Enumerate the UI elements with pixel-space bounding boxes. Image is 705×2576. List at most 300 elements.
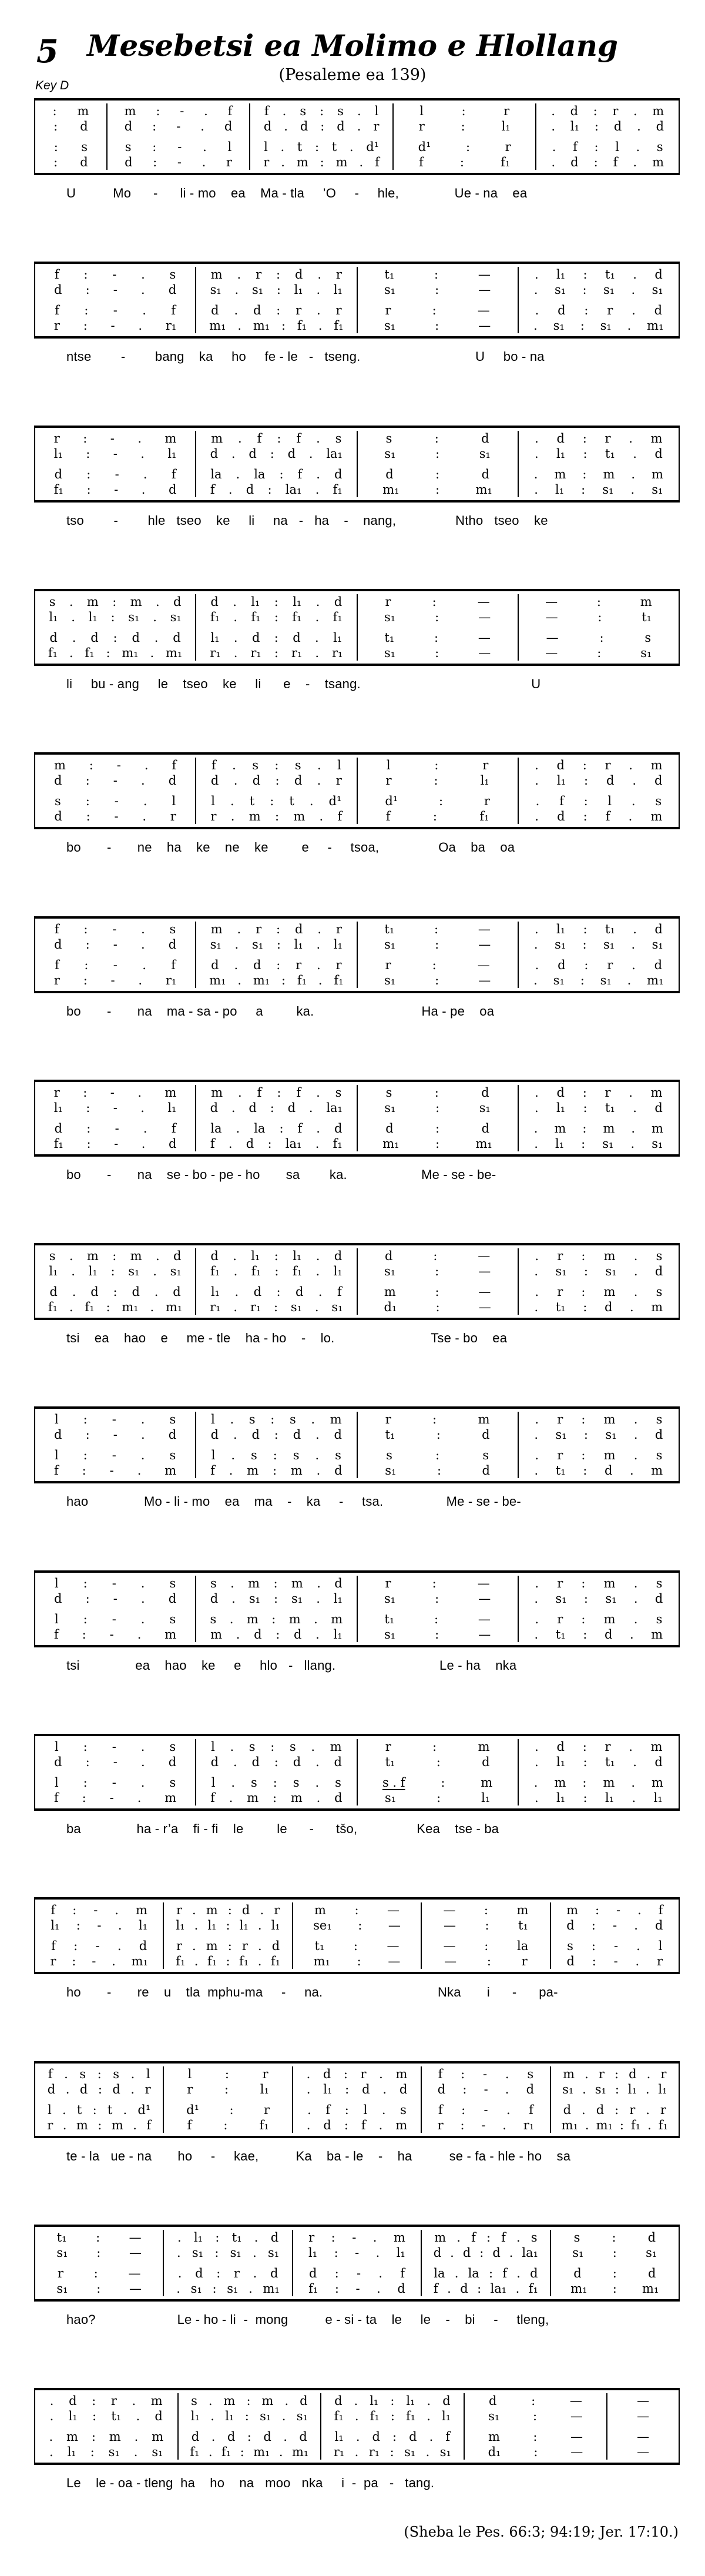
note-token: d xyxy=(80,119,88,133)
note-token: l₁ xyxy=(555,483,565,497)
note-token: : xyxy=(581,1576,586,1590)
note-row-tenor xyxy=(422,1938,549,1954)
note-token: d xyxy=(132,1285,140,1299)
note-token: l₁ xyxy=(556,1791,566,1805)
note-token: f₁ xyxy=(297,319,307,333)
note-token: d xyxy=(409,2430,417,2444)
note-token: d xyxy=(253,958,261,972)
note-token: : xyxy=(279,467,284,481)
measure-4 xyxy=(464,2393,607,2460)
note-token: . xyxy=(231,1776,236,1790)
note-token: d xyxy=(54,937,62,952)
note-token: : xyxy=(434,1612,439,1626)
note-token: s xyxy=(169,922,176,936)
note-token: . xyxy=(230,809,235,823)
measure-1 xyxy=(35,2230,163,2296)
note-token: : xyxy=(354,1903,359,1917)
note-row-tenor xyxy=(607,2429,679,2444)
note-token: s₁ xyxy=(554,283,566,297)
note-token: . xyxy=(535,1249,539,1263)
note-row-bass xyxy=(551,1954,679,1969)
note-token: - xyxy=(180,104,184,118)
note-token: f₁ xyxy=(406,2409,416,2423)
note-token: d xyxy=(654,773,663,788)
note-token: . xyxy=(535,1412,539,1426)
note-token: f₁ xyxy=(370,2409,380,2423)
note-token: . xyxy=(258,1939,262,1953)
note-token: d xyxy=(433,2246,442,2260)
note-row-bass xyxy=(293,1954,421,1969)
note-token: t₁ xyxy=(605,1755,615,1769)
note-token: t₁ xyxy=(231,2230,242,2245)
note-token: d xyxy=(654,447,663,461)
note-token: m xyxy=(481,1776,493,1790)
note-token: s xyxy=(169,1448,176,1462)
note-token: la xyxy=(468,2266,479,2280)
note-row-tenor xyxy=(35,2266,163,2281)
note-token: d xyxy=(604,1463,613,1478)
note-token: . xyxy=(631,467,636,481)
note-token: . xyxy=(582,2103,586,2117)
note-token: : xyxy=(227,1903,232,1917)
note-token: t₁ xyxy=(385,1428,395,1442)
note-token: r xyxy=(233,2266,240,2280)
note-token: m xyxy=(290,1463,303,1478)
note-token: . xyxy=(505,2067,509,2081)
note-token: . xyxy=(141,922,145,936)
note-token: f xyxy=(385,809,391,823)
note-token: . xyxy=(137,431,142,445)
note-row-alto xyxy=(196,1100,356,1116)
note-token: : xyxy=(270,1101,274,1115)
note-row-alto xyxy=(196,1591,356,1606)
note-row-soprano xyxy=(358,267,518,282)
note-token: f xyxy=(51,1939,56,1953)
note-token: r₁ xyxy=(523,2118,535,2132)
note-token: m xyxy=(650,758,663,772)
notation-grid xyxy=(34,1734,680,1811)
note-token: m₁ xyxy=(253,973,270,987)
note-token: : xyxy=(92,2394,96,2408)
note-token: — xyxy=(388,1918,401,1932)
note-token: d xyxy=(648,2266,656,2280)
note-token: . xyxy=(535,303,539,317)
note-row-alto xyxy=(35,773,195,788)
note-token: - xyxy=(113,1101,118,1115)
note-token: : xyxy=(83,1576,88,1590)
note-token: . xyxy=(192,1903,196,1917)
note-token: l xyxy=(54,1448,59,1462)
note-token: r xyxy=(605,1086,611,1100)
note-token: d xyxy=(654,1755,663,1769)
note-token: f xyxy=(172,758,177,772)
note-token: : xyxy=(435,447,440,461)
note-token: r xyxy=(335,958,342,972)
note-token: — xyxy=(478,610,491,624)
note-token: . xyxy=(535,794,540,808)
note-row-bass xyxy=(35,155,106,170)
note-token: : xyxy=(223,2118,228,2132)
measure-3 xyxy=(357,1412,518,1478)
note-token: . xyxy=(317,758,321,772)
note-token: d xyxy=(54,809,62,823)
note-token: l₁ xyxy=(190,2409,200,2423)
note-token: — xyxy=(570,2445,583,2459)
note-token: : xyxy=(435,1264,439,1278)
note-token: l xyxy=(54,1612,59,1626)
note-token: : xyxy=(390,2445,394,2459)
note-token: f xyxy=(337,809,343,823)
note-row-bass xyxy=(35,2281,163,2296)
note-row-bass xyxy=(196,318,356,333)
note-token: l xyxy=(54,1740,59,1754)
note-token: l₁ xyxy=(480,773,489,788)
note-token: . xyxy=(630,1463,634,1478)
note-token: f xyxy=(146,2118,152,2132)
note-token: s xyxy=(656,1249,663,1263)
note-token: : xyxy=(216,2266,221,2280)
note-token: d xyxy=(54,1755,62,1769)
note-token: f xyxy=(613,155,618,169)
note-token: — xyxy=(443,1903,456,1917)
note-token: d xyxy=(606,773,615,788)
note-row-bass xyxy=(35,318,195,333)
note-token: : xyxy=(435,1285,439,1299)
note-row-bass xyxy=(35,1627,195,1642)
note-token: f xyxy=(171,467,176,481)
note-token: . xyxy=(237,319,241,333)
note-token: m₁ xyxy=(475,1137,492,1151)
note-token: . xyxy=(208,2394,213,2408)
notation-grid xyxy=(34,1080,680,1157)
note-row-bass xyxy=(358,482,518,497)
note-token: m xyxy=(652,1121,663,1135)
note-token: d xyxy=(655,1918,663,1932)
note-token: s₁ xyxy=(251,937,264,952)
note-token: m xyxy=(124,104,136,118)
note-token: s₁ xyxy=(260,2409,271,2423)
note-row-tenor xyxy=(196,1448,356,1463)
note-row-alto xyxy=(422,2245,549,2260)
note-token: l xyxy=(211,1412,215,1426)
note-token: . xyxy=(231,447,236,461)
note-token: . xyxy=(535,1285,539,1299)
note-row-soprano xyxy=(35,1576,195,1591)
note-token: la₁ xyxy=(522,2246,539,2260)
note-token: r xyxy=(605,1740,611,1754)
note-token: . xyxy=(314,1612,318,1626)
note-row-soprano xyxy=(196,267,356,282)
measure-3 xyxy=(357,1248,518,1315)
note-token: - xyxy=(110,319,115,333)
note-token: . xyxy=(140,1592,145,1606)
note-token: . xyxy=(630,1627,634,1642)
note-token: : xyxy=(485,1918,489,1932)
note-token: d xyxy=(558,303,566,317)
system-14 xyxy=(34,2225,680,2327)
note-token: f xyxy=(227,104,233,118)
note-token: . xyxy=(646,2067,651,2081)
note-row-tenor xyxy=(196,630,356,645)
note-token: f xyxy=(471,2230,476,2245)
note-row-soprano xyxy=(358,1739,518,1754)
note-token: m xyxy=(206,1939,218,1953)
note-token: f xyxy=(325,2103,331,2117)
note-token: s₁ xyxy=(595,2082,606,2096)
note-token: m₁ xyxy=(253,2445,270,2459)
note-row-tenor xyxy=(519,793,679,809)
note-row-tenor xyxy=(358,1284,518,1299)
note-token: : xyxy=(215,2230,220,2245)
note-token: f₁ xyxy=(501,155,511,169)
measure-2 xyxy=(163,2230,291,2296)
note-token: d xyxy=(251,631,260,645)
note-token: r xyxy=(657,1954,663,1968)
note-token: r₁ xyxy=(332,646,343,660)
measure-4 xyxy=(421,2230,549,2296)
note-token: . xyxy=(233,646,238,660)
note-token: : xyxy=(273,1448,277,1462)
note-token: f xyxy=(559,794,564,808)
note-token: . xyxy=(646,2103,650,2117)
note-token: : xyxy=(229,2103,234,2117)
note-token: : xyxy=(461,119,465,133)
note-token: f₁ xyxy=(85,1300,95,1314)
note-token: d xyxy=(654,1428,663,1442)
note-token: . xyxy=(509,2246,513,2260)
note-row-alto xyxy=(35,1918,163,1933)
note-token: m₁ xyxy=(647,973,664,987)
note-token: d xyxy=(210,595,219,609)
note-token: — xyxy=(129,2230,142,2245)
note-token: . xyxy=(137,1627,142,1642)
note-token: : xyxy=(276,922,281,936)
note-token: . xyxy=(534,267,539,282)
lyrics-line: hao? Le - ho - li - mong e - si - ta le le - bi - tleng, xyxy=(66,2312,549,2327)
note-row-tenor xyxy=(358,303,518,318)
note-token: . xyxy=(535,958,539,972)
note-token: : xyxy=(486,2230,491,2245)
note-token: f₁ xyxy=(251,1264,261,1278)
note-token: f xyxy=(296,1086,301,1100)
note-token: m xyxy=(76,2118,88,2132)
note-token: : xyxy=(281,319,286,333)
note-token: . xyxy=(378,2266,383,2280)
note-token: : xyxy=(83,1612,88,1626)
note-token: . xyxy=(633,1612,638,1626)
note-token: f₁ xyxy=(190,2445,200,2459)
measure-1 xyxy=(35,1576,195,1642)
note-token: s₁ xyxy=(249,1592,261,1606)
note-row-bass xyxy=(35,1954,163,1969)
note-token: . xyxy=(154,631,159,645)
note-token: . xyxy=(71,1264,75,1278)
note-token: l₁ xyxy=(396,2246,405,2260)
note-token: m xyxy=(650,809,663,823)
note-token: : xyxy=(83,973,88,987)
note-token: l₁ xyxy=(555,1137,565,1151)
note-token: . xyxy=(229,1791,233,1805)
note-token: : xyxy=(583,1428,588,1442)
note-row-soprano xyxy=(422,2066,549,2082)
note-row-tenor xyxy=(35,139,106,155)
note-token: . xyxy=(319,809,324,823)
note-token: s xyxy=(251,1776,257,1790)
note-token: f xyxy=(53,1791,59,1805)
note-row-alto xyxy=(196,282,356,297)
note-token: — xyxy=(128,2266,141,2280)
note-token: m xyxy=(478,1740,490,1754)
note-token: s xyxy=(252,758,258,772)
measure-4 xyxy=(518,1248,679,1315)
note-token: . xyxy=(450,2246,454,2260)
note-token: — xyxy=(478,631,491,645)
note-token: - xyxy=(352,2230,357,2245)
note-token: t₁ xyxy=(605,447,615,461)
note-token: . xyxy=(378,2118,383,2132)
note-row-tenor xyxy=(358,1775,518,1790)
note-row-soprano xyxy=(358,1085,518,1100)
note-token: t xyxy=(107,2103,113,2117)
note-token: f xyxy=(171,958,176,972)
note-token: s xyxy=(249,1740,256,1754)
note-token: . xyxy=(231,1592,236,1606)
note-token: : xyxy=(435,1592,439,1606)
note-token: d xyxy=(49,1285,58,1299)
note-token: . xyxy=(533,1121,538,1135)
note-token: . xyxy=(534,922,539,936)
note-token: . xyxy=(69,1300,73,1314)
note-token: . xyxy=(317,267,322,282)
note-token: . xyxy=(315,1448,320,1462)
note-token: . xyxy=(134,2430,139,2444)
note-row-bass xyxy=(519,809,679,824)
note-token: . xyxy=(635,1954,640,1968)
note-token: : xyxy=(435,1300,440,1314)
note-row-tenor xyxy=(250,139,392,155)
note-token: . xyxy=(447,2282,451,2296)
note-token: : xyxy=(110,1264,115,1278)
note-row-alto xyxy=(422,2082,549,2097)
note-token: : xyxy=(615,2103,619,2117)
note-token: : xyxy=(83,431,88,445)
note-token: f₁ xyxy=(334,973,344,987)
note-token: r xyxy=(557,1576,563,1590)
note-token: s xyxy=(289,1412,296,1426)
note-token: - xyxy=(484,2103,488,2117)
note-token: s₁ xyxy=(600,973,612,987)
note-row-soprano xyxy=(422,1902,549,1918)
note-token: : xyxy=(432,809,437,823)
note-token: s xyxy=(169,1576,176,1590)
measure-3 xyxy=(357,267,518,333)
note-token: m₁ xyxy=(570,2282,588,2296)
note-token: . xyxy=(629,1740,633,1754)
note-token: . xyxy=(230,1412,234,1426)
note-token: se₁ xyxy=(313,1918,332,1932)
note-token: l₁ xyxy=(627,2082,637,2096)
measure-2 xyxy=(106,103,250,170)
note-row-soprano xyxy=(551,1902,679,1918)
note-token: : xyxy=(82,1463,86,1478)
note-token: - xyxy=(112,1776,116,1790)
note-token: . xyxy=(140,773,145,788)
note-token: d xyxy=(530,2266,538,2280)
note-token: d xyxy=(482,1428,490,1442)
note-token: l₁ xyxy=(556,773,566,788)
note-token: : xyxy=(583,1264,588,1278)
note-token: d xyxy=(294,267,303,282)
note-token: : xyxy=(580,319,585,333)
note-token: s₁ xyxy=(384,1592,396,1606)
note-token: m xyxy=(603,1612,616,1626)
note-row-tenor xyxy=(35,303,195,318)
note-token: s₁ xyxy=(605,1264,617,1278)
note-row-soprano xyxy=(358,758,518,773)
note-token: m xyxy=(603,467,615,481)
note-token: d xyxy=(294,773,303,788)
note-token: d xyxy=(168,1428,177,1442)
note-token: : xyxy=(98,2118,102,2132)
note-token: m xyxy=(650,1086,663,1100)
note-token: r xyxy=(629,2103,636,2117)
note-token: l xyxy=(419,104,424,118)
note-token: t xyxy=(297,140,303,154)
system-8 xyxy=(34,1243,680,1346)
note-token: f xyxy=(210,483,215,497)
note-token: . xyxy=(65,2082,70,2096)
note-token: : xyxy=(531,2394,536,2408)
note-token: — xyxy=(478,1592,491,1606)
note-token: d xyxy=(54,1121,63,1135)
note-token: f xyxy=(296,431,301,445)
note-token: d xyxy=(460,2282,468,2296)
note-token: l₁ xyxy=(239,1918,249,1932)
note-token: : xyxy=(89,758,93,772)
note-token: . xyxy=(425,2445,430,2459)
note-token: . xyxy=(311,1412,315,1426)
note-token: — xyxy=(478,319,491,333)
note-token: d xyxy=(334,1791,343,1805)
note-token: f xyxy=(337,1285,342,1299)
note-token: . xyxy=(533,319,538,333)
note-row-alto xyxy=(196,609,356,625)
note-token: s xyxy=(169,1412,176,1426)
note-token: . xyxy=(316,1463,321,1478)
note-token: d xyxy=(168,937,177,952)
note-token: . xyxy=(284,119,288,133)
note-token: d xyxy=(654,922,663,936)
note-token: . xyxy=(456,2230,461,2245)
note-token: : xyxy=(477,2282,482,2296)
note-token: . xyxy=(534,1755,539,1769)
note-token: . xyxy=(627,973,632,987)
note-token: . xyxy=(630,1300,634,1314)
note-token: . xyxy=(533,937,538,952)
note-token: . xyxy=(317,1576,321,1590)
note-token: m₁ xyxy=(313,1954,330,1968)
measure-1 xyxy=(35,1412,195,1478)
note-token: . xyxy=(633,447,637,461)
note-token: s₁ xyxy=(602,483,614,497)
note-row-bass xyxy=(35,482,195,497)
note-token: s₁ xyxy=(170,1264,182,1278)
note-token: . xyxy=(230,1576,234,1590)
note-row-alto xyxy=(519,937,679,952)
note-token: d xyxy=(224,119,233,133)
note-row-soprano xyxy=(519,267,679,282)
note-token: - xyxy=(113,1755,118,1769)
